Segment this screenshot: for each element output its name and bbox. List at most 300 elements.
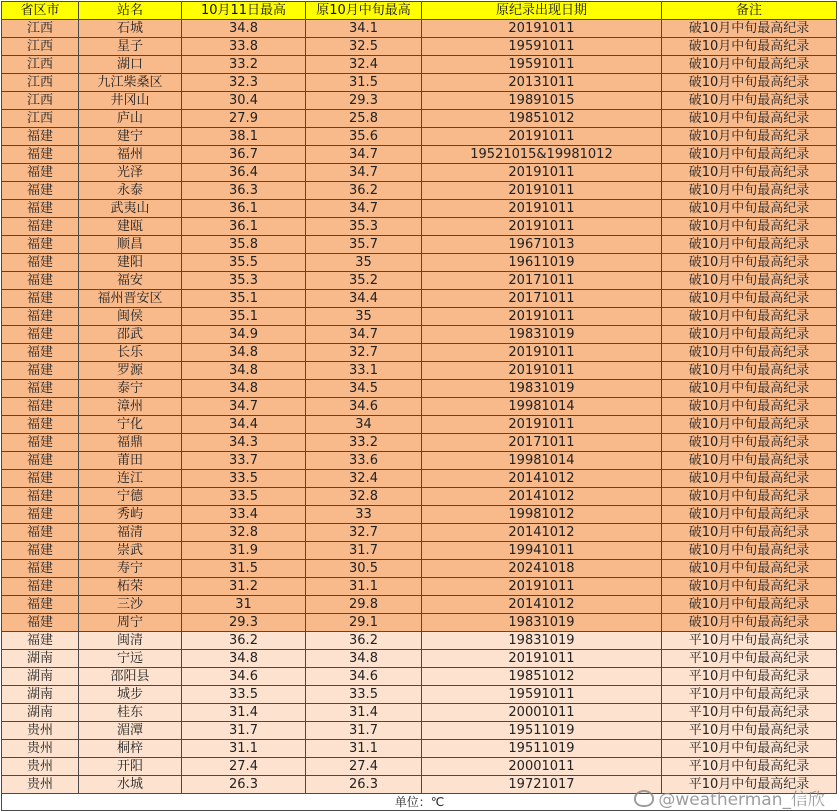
cell-province: 福建 xyxy=(2,434,79,452)
cell-note: 破10月中旬最高纪录 xyxy=(662,416,837,434)
cell-note: 破10月中旬最高纪录 xyxy=(662,200,837,218)
cell-old-high: 33.5 xyxy=(306,686,422,704)
table-row xyxy=(2,686,837,704)
cell-province: 福建 xyxy=(2,272,79,290)
table-row xyxy=(2,722,837,740)
cell-new-high: 35.3 xyxy=(182,272,306,290)
cell-station: 福安 xyxy=(79,272,182,290)
cell-note: 破10月中旬最高纪录 xyxy=(662,38,837,56)
cell-province: 福建 xyxy=(2,128,79,146)
cell-old-high: 31.7 xyxy=(306,722,422,740)
cell-note: 平10月中旬最高纪录 xyxy=(662,740,837,758)
cell-new-high: 27.4 xyxy=(182,758,306,776)
cell-new-high: 34.8 xyxy=(182,650,306,668)
cell-station: 顺昌 xyxy=(79,236,182,254)
cell-old-date: 20171011 xyxy=(422,290,662,308)
cell-old-high: 32.4 xyxy=(306,56,422,74)
cell-station: 罗源 xyxy=(79,362,182,380)
cell-station: 宁德 xyxy=(79,488,182,506)
table-row xyxy=(2,650,837,668)
cell-station: 闽侯 xyxy=(79,308,182,326)
cell-province: 福建 xyxy=(2,416,79,434)
cell-new-high: 34.8 xyxy=(182,20,306,38)
cell-old-high: 36.2 xyxy=(306,632,422,650)
cell-note: 破10月中旬最高纪录 xyxy=(662,614,837,632)
header-old-high: 原10月中旬最高 xyxy=(306,2,422,20)
table-row xyxy=(2,200,837,218)
cell-old-high: 33.2 xyxy=(306,434,422,452)
cell-note: 破10月中旬最高纪录 xyxy=(662,524,837,542)
cell-note: 平10月中旬最高纪录 xyxy=(662,632,837,650)
cell-old-date: 20171011 xyxy=(422,434,662,452)
cell-note: 平10月中旬最高纪录 xyxy=(662,686,837,704)
cell-province: 福建 xyxy=(2,560,79,578)
records-table xyxy=(1,1,837,794)
cell-old-high: 34.6 xyxy=(306,668,422,686)
cell-province: 贵州 xyxy=(2,722,79,740)
cell-station: 三沙 xyxy=(79,596,182,614)
table-row xyxy=(2,614,837,632)
table-row xyxy=(2,218,837,236)
cell-old-high: 34.6 xyxy=(306,398,422,416)
table-row xyxy=(2,542,837,560)
cell-old-date: 19511019 xyxy=(422,722,662,740)
table-row xyxy=(2,416,837,434)
cell-old-date: 20191011 xyxy=(422,578,662,596)
cell-station: 宁远 xyxy=(79,650,182,668)
cell-station: 湄潭 xyxy=(79,722,182,740)
cell-old-date: 19831019 xyxy=(422,326,662,344)
cell-province: 福建 xyxy=(2,524,79,542)
cell-old-date: 20191011 xyxy=(422,200,662,218)
table-row xyxy=(2,488,837,506)
cell-station: 九江柴桑区 xyxy=(79,74,182,92)
cell-old-high: 34.8 xyxy=(306,650,422,668)
table-row xyxy=(2,92,837,110)
cell-new-high: 31.7 xyxy=(182,722,306,740)
cell-old-high: 33 xyxy=(306,506,422,524)
cell-old-date: 20141012 xyxy=(422,488,662,506)
cell-old-date: 19831019 xyxy=(422,632,662,650)
table-row xyxy=(2,38,837,56)
cell-station: 水城 xyxy=(79,776,182,794)
cell-old-high: 34.7 xyxy=(306,146,422,164)
cell-old-date: 19831019 xyxy=(422,380,662,398)
cell-new-high: 36.1 xyxy=(182,218,306,236)
cell-old-high: 31.5 xyxy=(306,74,422,92)
cell-old-date: 19591011 xyxy=(422,38,662,56)
cell-station: 宁化 xyxy=(79,416,182,434)
cell-note: 平10月中旬最高纪录 xyxy=(662,722,837,740)
cell-station: 莆田 xyxy=(79,452,182,470)
cell-old-high: 34.5 xyxy=(306,380,422,398)
cell-new-high: 35.5 xyxy=(182,254,306,272)
table-row xyxy=(2,344,837,362)
cell-old-date: 20191011 xyxy=(422,650,662,668)
cell-station: 泰宁 xyxy=(79,380,182,398)
cell-old-date: 20171011 xyxy=(422,272,662,290)
cell-station: 秀屿 xyxy=(79,506,182,524)
table-row xyxy=(2,380,837,398)
cell-old-date: 20191011 xyxy=(422,308,662,326)
table-row xyxy=(2,74,837,92)
cell-old-high: 30.5 xyxy=(306,560,422,578)
cell-station: 崇武 xyxy=(79,542,182,560)
cell-new-high: 35.8 xyxy=(182,236,306,254)
cell-old-date: 20191011 xyxy=(422,218,662,236)
cell-new-high: 30.4 xyxy=(182,92,306,110)
cell-note: 破10月中旬最高纪录 xyxy=(662,470,837,488)
cell-old-date: 20141012 xyxy=(422,596,662,614)
table-row xyxy=(2,524,837,542)
cell-new-high: 27.9 xyxy=(182,110,306,128)
cell-old-high: 34.4 xyxy=(306,290,422,308)
cell-station: 邵阳县 xyxy=(79,668,182,686)
cell-province: 福建 xyxy=(2,488,79,506)
cell-note: 破10月中旬最高纪录 xyxy=(662,110,837,128)
table-row xyxy=(2,146,837,164)
cell-station: 柘荣 xyxy=(79,578,182,596)
cell-province: 江西 xyxy=(2,38,79,56)
cell-note: 破10月中旬最高纪录 xyxy=(662,182,837,200)
cell-old-date: 19981014 xyxy=(422,452,662,470)
cell-new-high: 34.8 xyxy=(182,380,306,398)
cell-new-high: 33.5 xyxy=(182,686,306,704)
cell-old-high: 35 xyxy=(306,308,422,326)
cell-new-high: 31.9 xyxy=(182,542,306,560)
cell-note: 破10月中旬最高纪录 xyxy=(662,308,837,326)
cell-province: 江西 xyxy=(2,56,79,74)
cell-old-date: 19941011 xyxy=(422,542,662,560)
cell-station: 井冈山 xyxy=(79,92,182,110)
cell-new-high: 26.3 xyxy=(182,776,306,794)
cell-province: 江西 xyxy=(2,74,79,92)
table-row xyxy=(2,20,837,38)
cell-old-date: 19591011 xyxy=(422,686,662,704)
header-new-high: 10月11日最高 xyxy=(182,2,306,20)
cell-station: 福清 xyxy=(79,524,182,542)
cell-note: 破10月中旬最高纪录 xyxy=(662,344,837,362)
cell-old-date: 20141012 xyxy=(422,470,662,488)
cell-province: 福建 xyxy=(2,506,79,524)
cell-province: 江西 xyxy=(2,110,79,128)
cell-old-high: 36.2 xyxy=(306,182,422,200)
cell-province: 福建 xyxy=(2,542,79,560)
table-row xyxy=(2,290,837,308)
cell-province: 福建 xyxy=(2,182,79,200)
cell-old-date: 19521015&19981012 xyxy=(422,146,662,164)
cell-old-date: 19851012 xyxy=(422,110,662,128)
cell-province: 福建 xyxy=(2,200,79,218)
cell-note: 破10月中旬最高纪录 xyxy=(662,290,837,308)
cell-note: 破10月中旬最高纪录 xyxy=(662,56,837,74)
cell-old-high: 31.1 xyxy=(306,740,422,758)
cell-old-high: 35 xyxy=(306,254,422,272)
cell-note: 破10月中旬最高纪录 xyxy=(662,218,837,236)
table-body xyxy=(2,20,837,794)
cell-new-high: 36.4 xyxy=(182,164,306,182)
cell-note: 破10月中旬最高纪录 xyxy=(662,596,837,614)
table-row xyxy=(2,110,837,128)
cell-note: 破10月中旬最高纪录 xyxy=(662,20,837,38)
cell-province: 福建 xyxy=(2,164,79,182)
table-row xyxy=(2,164,837,182)
cell-province: 福建 xyxy=(2,452,79,470)
table-row xyxy=(2,740,837,758)
unit-label: 单位：℃ xyxy=(1,794,837,811)
cell-province: 福建 xyxy=(2,470,79,488)
cell-old-date: 19981012 xyxy=(422,506,662,524)
cell-new-high: 34.8 xyxy=(182,344,306,362)
cell-old-high: 27.4 xyxy=(306,758,422,776)
cell-old-high: 32.8 xyxy=(306,488,422,506)
cell-station: 城步 xyxy=(79,686,182,704)
header-row xyxy=(2,2,837,20)
cell-old-high: 35.7 xyxy=(306,236,422,254)
cell-old-high: 33.6 xyxy=(306,452,422,470)
cell-station: 福州 xyxy=(79,146,182,164)
cell-new-high: 33.5 xyxy=(182,470,306,488)
cell-province: 福建 xyxy=(2,146,79,164)
table-row xyxy=(2,704,837,722)
cell-note: 破10月中旬最高纪录 xyxy=(662,542,837,560)
cell-note: 平10月中旬最高纪录 xyxy=(662,758,837,776)
cell-province: 福建 xyxy=(2,578,79,596)
cell-province: 福建 xyxy=(2,362,79,380)
cell-old-high: 32.7 xyxy=(306,524,422,542)
cell-note: 破10月中旬最高纪录 xyxy=(662,272,837,290)
cell-old-high: 32.7 xyxy=(306,344,422,362)
table-row xyxy=(2,326,837,344)
header-old-date: 原纪录出现日期 xyxy=(422,2,662,20)
header-note: 备注 xyxy=(662,2,837,20)
cell-old-high: 34.7 xyxy=(306,326,422,344)
cell-station: 周宁 xyxy=(79,614,182,632)
cell-station: 桐梓 xyxy=(79,740,182,758)
cell-old-date: 19981014 xyxy=(422,398,662,416)
cell-new-high: 35.1 xyxy=(182,308,306,326)
cell-old-date: 19891015 xyxy=(422,92,662,110)
cell-province: 贵州 xyxy=(2,776,79,794)
cell-province: 湖南 xyxy=(2,650,79,668)
cell-old-high: 34.1 xyxy=(306,20,422,38)
cell-station: 庐山 xyxy=(79,110,182,128)
cell-station: 光泽 xyxy=(79,164,182,182)
cell-note: 破10月中旬最高纪录 xyxy=(662,362,837,380)
cell-station: 星子 xyxy=(79,38,182,56)
cell-note: 破10月中旬最高纪录 xyxy=(662,488,837,506)
cell-new-high: 34.4 xyxy=(182,416,306,434)
cell-old-high: 26.3 xyxy=(306,776,422,794)
cell-old-date: 19831019 xyxy=(422,614,662,632)
cell-note: 破10月中旬最高纪录 xyxy=(662,326,837,344)
cell-note: 破10月中旬最高纪录 xyxy=(662,254,837,272)
cell-old-date: 19851012 xyxy=(422,668,662,686)
cell-province: 福建 xyxy=(2,254,79,272)
cell-province: 湖南 xyxy=(2,668,79,686)
table-row xyxy=(2,272,837,290)
cell-old-high: 25.8 xyxy=(306,110,422,128)
cell-note: 破10月中旬最高纪录 xyxy=(662,380,837,398)
cell-station: 连江 xyxy=(79,470,182,488)
cell-old-high: 31.4 xyxy=(306,704,422,722)
table-row xyxy=(2,506,837,524)
table-row xyxy=(2,362,837,380)
cell-new-high: 33.4 xyxy=(182,506,306,524)
cell-note: 破10月中旬最高纪录 xyxy=(662,434,837,452)
cell-old-high: 35.3 xyxy=(306,218,422,236)
cell-station: 寿宁 xyxy=(79,560,182,578)
cell-new-high: 31.2 xyxy=(182,578,306,596)
cell-new-high: 36.3 xyxy=(182,182,306,200)
cell-old-date: 19591011 xyxy=(422,56,662,74)
table-row xyxy=(2,182,837,200)
cell-old-high: 35.2 xyxy=(306,272,422,290)
cell-new-high: 36.7 xyxy=(182,146,306,164)
cell-old-high: 33.1 xyxy=(306,362,422,380)
cell-province: 湖南 xyxy=(2,704,79,722)
cell-new-high: 33.8 xyxy=(182,38,306,56)
cell-old-date: 20191011 xyxy=(422,164,662,182)
table-row xyxy=(2,56,837,74)
cell-new-high: 34.9 xyxy=(182,326,306,344)
cell-new-high: 35.1 xyxy=(182,290,306,308)
cell-old-date: 20191011 xyxy=(422,128,662,146)
cell-new-high: 31.4 xyxy=(182,704,306,722)
cell-province: 福建 xyxy=(2,308,79,326)
cell-province: 福建 xyxy=(2,380,79,398)
cell-station: 闽清 xyxy=(79,632,182,650)
cell-station: 桂东 xyxy=(79,704,182,722)
cell-old-date: 20191011 xyxy=(422,20,662,38)
cell-note: 平10月中旬最高纪录 xyxy=(662,668,837,686)
cell-new-high: 33.2 xyxy=(182,56,306,74)
cell-note: 平10月中旬最高纪录 xyxy=(662,704,837,722)
table-row xyxy=(2,560,837,578)
cell-note: 破10月中旬最高纪录 xyxy=(662,506,837,524)
cell-province: 福建 xyxy=(2,596,79,614)
table-row xyxy=(2,596,837,614)
cell-new-high: 31.5 xyxy=(182,560,306,578)
cell-note: 破10月中旬最高纪录 xyxy=(662,560,837,578)
cell-station: 福鼎 xyxy=(79,434,182,452)
cell-province: 福建 xyxy=(2,632,79,650)
cell-old-high: 35.6 xyxy=(306,128,422,146)
cell-note: 破10月中旬最高纪录 xyxy=(662,578,837,596)
cell-province: 贵州 xyxy=(2,758,79,776)
cell-old-date: 19611019 xyxy=(422,254,662,272)
cell-new-high: 34.3 xyxy=(182,434,306,452)
cell-old-date: 20191011 xyxy=(422,182,662,200)
cell-old-high: 29.1 xyxy=(306,614,422,632)
table-row xyxy=(2,434,837,452)
cell-old-high: 34.7 xyxy=(306,200,422,218)
cell-new-high: 33.7 xyxy=(182,452,306,470)
cell-new-high: 36.2 xyxy=(182,632,306,650)
header-province: 省区市 xyxy=(2,2,79,20)
cell-note: 破10月中旬最高纪录 xyxy=(662,128,837,146)
cell-new-high: 34.6 xyxy=(182,668,306,686)
cell-old-high: 34.7 xyxy=(306,164,422,182)
cell-station: 邵武 xyxy=(79,326,182,344)
cell-old-date: 19671013 xyxy=(422,236,662,254)
cell-old-date: 20191011 xyxy=(422,416,662,434)
table-row xyxy=(2,398,837,416)
table-row xyxy=(2,776,837,794)
table-row xyxy=(2,254,837,272)
cell-old-high: 29.3 xyxy=(306,92,422,110)
table-row xyxy=(2,308,837,326)
cell-note: 平10月中旬最高纪录 xyxy=(662,650,837,668)
cell-new-high: 32.3 xyxy=(182,74,306,92)
cell-note: 破10月中旬最高纪录 xyxy=(662,398,837,416)
cell-new-high: 31 xyxy=(182,596,306,614)
table-row xyxy=(2,452,837,470)
table-row xyxy=(2,128,837,146)
cell-old-date: 20001011 xyxy=(422,758,662,776)
cell-new-high: 33.5 xyxy=(182,488,306,506)
cell-old-high: 32.4 xyxy=(306,470,422,488)
cell-old-date: 20241018 xyxy=(422,560,662,578)
cell-new-high: 34.7 xyxy=(182,398,306,416)
cell-province: 湖南 xyxy=(2,686,79,704)
cell-old-date: 20141012 xyxy=(422,524,662,542)
cell-station: 石城 xyxy=(79,20,182,38)
cell-old-date: 20131011 xyxy=(422,74,662,92)
cell-province: 江西 xyxy=(2,92,79,110)
cell-note: 破10月中旬最高纪录 xyxy=(662,92,837,110)
cell-station: 长乐 xyxy=(79,344,182,362)
cell-station: 湖口 xyxy=(79,56,182,74)
table-row xyxy=(2,632,837,650)
cell-station: 武夷山 xyxy=(79,200,182,218)
cell-station: 开阳 xyxy=(79,758,182,776)
cell-old-date: 20191011 xyxy=(422,344,662,362)
cell-new-high: 32.8 xyxy=(182,524,306,542)
cell-old-date: 20001011 xyxy=(422,704,662,722)
cell-province: 福建 xyxy=(2,398,79,416)
cell-province: 福建 xyxy=(2,218,79,236)
cell-station: 建瓯 xyxy=(79,218,182,236)
cell-note: 平10月中旬最高纪录 xyxy=(662,776,837,794)
cell-note: 破10月中旬最高纪录 xyxy=(662,74,837,92)
cell-note: 破10月中旬最高纪录 xyxy=(662,452,837,470)
cell-old-date: 20191011 xyxy=(422,362,662,380)
cell-new-high: 29.3 xyxy=(182,614,306,632)
cell-old-high: 32.5 xyxy=(306,38,422,56)
watermark-text: @weatherman_信欣 xyxy=(658,790,825,810)
cell-old-date: 19721017 xyxy=(422,776,662,794)
cell-province: 江西 xyxy=(2,20,79,38)
cell-new-high: 31.1 xyxy=(182,740,306,758)
table-row xyxy=(2,236,837,254)
table-row xyxy=(2,758,837,776)
cell-province: 福建 xyxy=(2,236,79,254)
cell-old-high: 31.1 xyxy=(306,578,422,596)
cell-station: 永泰 xyxy=(79,182,182,200)
cell-old-high: 34 xyxy=(306,416,422,434)
cell-old-date: 19511019 xyxy=(422,740,662,758)
cell-old-high: 29.8 xyxy=(306,596,422,614)
header-station: 站名 xyxy=(79,2,182,20)
table-row xyxy=(2,470,837,488)
cell-old-high: 31.7 xyxy=(306,542,422,560)
cell-note: 破10月中旬最高纪录 xyxy=(662,146,837,164)
cell-province: 福建 xyxy=(2,614,79,632)
cell-note: 破10月中旬最高纪录 xyxy=(662,236,837,254)
cell-province: 福建 xyxy=(2,344,79,362)
cell-station: 福州晋安区 xyxy=(79,290,182,308)
